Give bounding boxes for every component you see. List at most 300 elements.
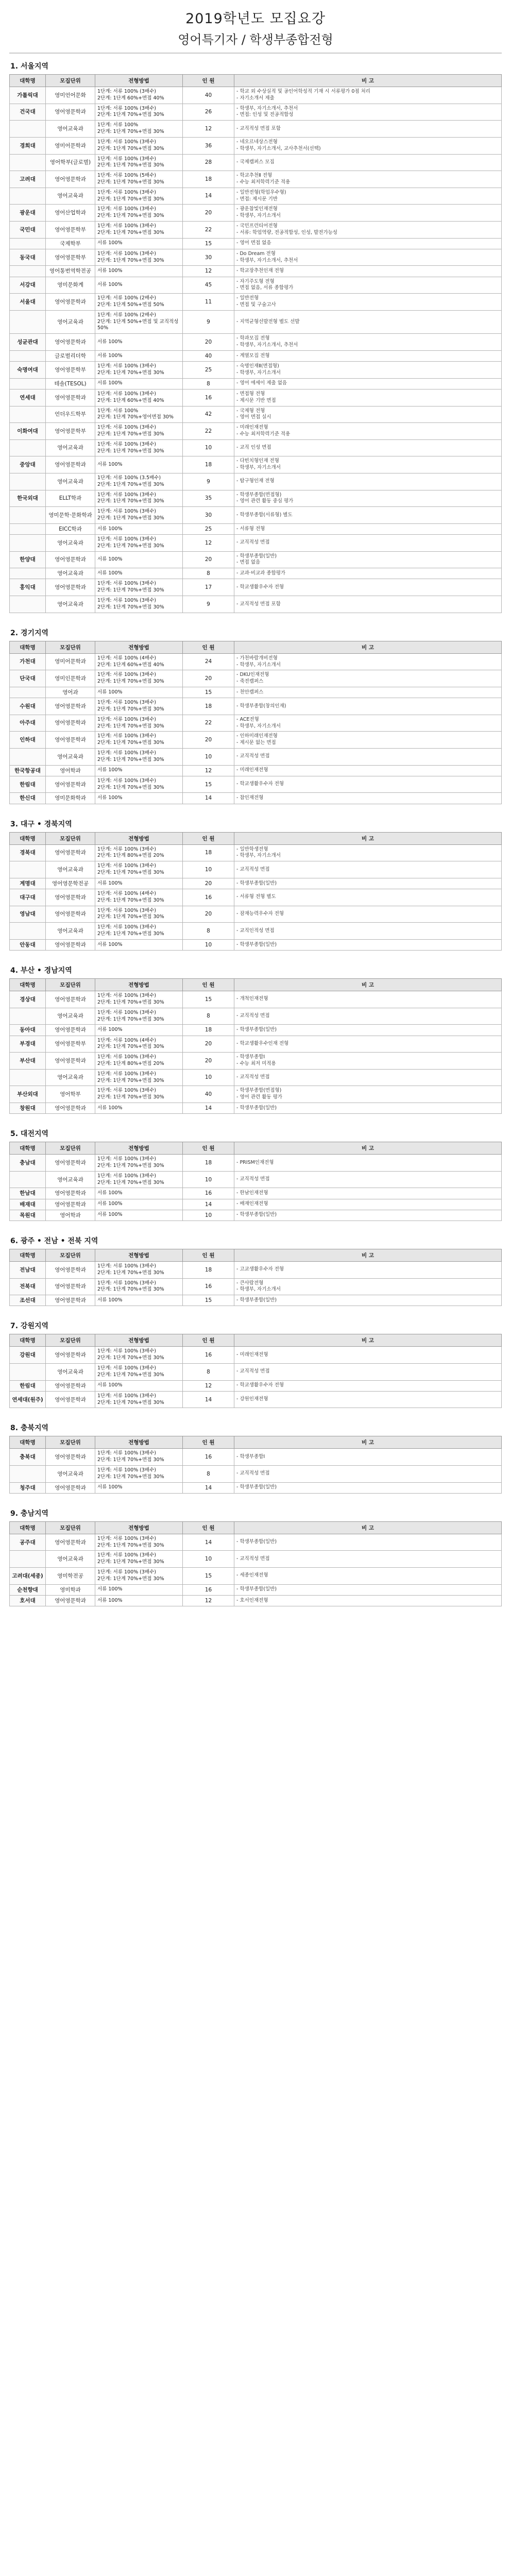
university-cell: 계명대 [10,878,46,889]
table-header-row [10,1142,502,1155]
remarks-cell: - 큰사람전형 - 학생부, 자기소개서 [234,1278,502,1295]
table-row [10,249,502,266]
column-header: 인 원 [183,832,234,844]
university-cell [10,687,46,698]
university-cell [10,266,46,277]
department-cell: 영어산업학과 [46,205,95,222]
remarks-cell: - 가천바람개비전형 - 학생부, 자기소개서 [234,653,502,670]
column-header: 인 원 [183,1436,234,1449]
quota-cell: 40 [183,87,234,104]
university-cell: 부경대 [10,1036,46,1053]
quota-cell: 10 [183,861,234,878]
selection-method-cell: 서류 100% [95,765,183,776]
admissions-table [9,1249,502,1306]
remarks-cell: - 광운참빛인재전형 - 학생부, 자기소개서 [234,205,502,222]
table-header-row [10,75,502,87]
section-title: 2. 경기지역 [10,629,49,637]
table-row [10,439,502,456]
column-header: 전형방법 [95,1521,183,1534]
table-row [10,732,502,749]
table-row [10,1482,502,1493]
column-header: 모집단위 [46,1249,95,1261]
quota-cell: 20 [183,906,234,923]
university-cell [10,596,46,613]
remarks-cell: - 학교장추천인재 전형 [234,266,502,277]
table-row [10,1025,502,1036]
department-cell: 영어영문학과 [46,1380,95,1391]
table-row [10,1466,502,1483]
table-row [10,939,502,950]
remarks-cell: - 학생부종합(일반) [234,1584,502,1595]
table-row [10,1363,502,1380]
university-cell: 한림대 [10,1380,46,1391]
table-row [10,715,502,732]
university-cell: 충북대 [10,1449,46,1466]
university-cell: 순천향대 [10,1584,46,1595]
department-cell: 국제학부 [46,238,95,249]
department-cell: 영어영문학부 [46,1036,95,1053]
university-cell: 강원대 [10,1347,46,1364]
university-cell: 한국외대 [10,490,46,507]
university-cell: 부산대 [10,1053,46,1070]
selection-method-cell: 1단계: 서류 100% (3배수) 2단계: 1단계 70%+면접 30% [95,154,183,171]
university-cell: 수원대 [10,698,46,715]
table-row [10,362,502,379]
university-cell [10,1069,46,1086]
university-cell [10,121,46,138]
section-title: 4. 부산 • 경남지역 [10,967,72,975]
selection-method-cell: 1단계: 서류 100% (3배수) 2단계: 1단계 70%+면접 30% [95,1086,183,1103]
table-row [10,579,502,596]
table-row [10,294,502,311]
remarks-cell: - 교직적성 면접 포함 [234,121,502,138]
table-row [10,523,502,534]
quota-cell: 25 [183,362,234,379]
selection-method-cell: 서류 100% [95,1584,183,1595]
selection-method-cell: 1단계: 서류 100% (3배수) 2단계: 1단계 70%+면접 30% [95,222,183,239]
remarks-cell: - ACE전형 - 학생부, 자기소개서 [234,715,502,732]
column-header: 대학명 [10,1334,46,1347]
table-header-row [10,1521,502,1534]
remarks-cell: - 탐구형인재 전형 [234,473,502,490]
column-header: 인 원 [183,641,234,653]
table-row [10,473,502,490]
column-header: 인 원 [183,1521,234,1534]
department-cell: 영어영문학과 [46,389,95,406]
university-cell: 중앙대 [10,456,46,473]
remarks-cell: - 국제형 전형 - 영어 면접 실시 [234,406,502,423]
selection-method-cell: 1단계: 서류 100% (2배수) 2단계: 1단계 50%+면접 50% [95,294,183,311]
region-section [9,1422,502,1493]
university-cell [10,507,46,524]
table-row [10,861,502,878]
department-cell: 영어영문학과 [46,1155,95,1172]
remarks-cell: - 학생부종합(일반) [234,1482,502,1493]
selection-method-cell: 1단계: 서류 100% (3배수) 2단계: 1단계 80%+면접 20% [95,844,183,861]
table-row [10,1449,502,1466]
table-row [10,188,502,205]
department-cell: 영어영문학과 [46,991,95,1008]
quota-cell: 18 [183,1155,234,1172]
quota-cell: 10 [183,439,234,456]
table-row [10,1380,502,1391]
table-row [10,906,502,923]
column-header: 인 원 [183,75,234,87]
university-cell [10,1551,46,1568]
remarks-cell: - 교직적성 면접 [234,861,502,878]
university-cell [10,310,46,333]
department-cell: 영어교육과 [46,1069,95,1086]
column-header: 인 원 [183,1142,234,1155]
department-cell: 영어영문학과 [46,104,95,121]
remarks-cell: - 일반전형(학업우수형) - 면접: 제시문 기반 [234,188,502,205]
university-cell: 충남대 [10,1155,46,1172]
quota-cell: 14 [183,1391,234,1408]
column-header: 모집단위 [46,1521,95,1534]
column-header: 대학명 [10,75,46,87]
remarks-cell: - 다빈치형인재 전형 - 학생부, 자기소개서 [234,456,502,473]
selection-method-cell: 1단계: 서류 100% (3배수) 2단계: 1단계 70%+면접 30% [95,861,183,878]
remarks-cell: - 서류형 전형 별도 [234,889,502,906]
university-cell: 호서대 [10,1595,46,1606]
selection-method-cell: 서류 100% [95,1482,183,1493]
quota-cell: 12 [183,765,234,776]
section-title: 5. 대전지역 [10,1130,49,1139]
admissions-table [9,74,502,613]
selection-method-cell: 서류 100% [95,1188,183,1199]
remarks-cell: - 지역균형선발전형 별도 선발 [234,310,502,333]
section-title: 3. 대구 • 경북지역 [10,820,72,828]
remarks-cell: - 국제캠퍼스 모집 [234,154,502,171]
university-cell: 연세대 [10,389,46,406]
remarks-cell: - 고교생활우수자 전형 [234,1261,502,1278]
remarks-cell: - PRISM인재전형 [234,1155,502,1172]
quota-cell: 10 [183,1551,234,1568]
admissions-table [9,978,502,1114]
table-row [10,1595,502,1606]
section-title: 6. 광주 • 전남 • 전북 지역 [10,1236,98,1245]
remarks-cell: - 교직인적성 면접 [234,923,502,940]
table-row [10,490,502,507]
university-cell [10,861,46,878]
column-header: 비 고 [234,641,502,653]
department-cell: 영미어문학과 [46,137,95,154]
table-row [10,104,502,121]
selection-method-cell: 1단계: 서류 100% 2단계: 1단계 70%+면접 30% [95,121,183,138]
selection-method-cell: 1단계: 서류 100% (3배수) 2단계: 1단계 70%+면접 30% [95,1278,183,1295]
selection-method-cell: 1단계: 서류 100% (3배수) 2단계: 1단계 70%+면접 30% [95,579,183,596]
table-row [10,389,502,406]
region-section [9,628,502,804]
remarks-cell: - 국민프런티어전형 - 서류: 학업역량, 전공적합성, 인성, 발전가능성 [234,222,502,239]
remarks-cell: - 학생부종합(일반) [234,939,502,950]
table-row [10,1295,502,1306]
remarks-cell: - 교직적성 면접 [234,1008,502,1025]
quota-cell: 14 [183,1103,234,1114]
table-row [10,1210,502,1221]
table-row [10,222,502,239]
table-row [10,765,502,776]
table-row [10,378,502,389]
table-row [10,776,502,793]
column-header: 전형방법 [95,979,183,991]
department-cell: 영미학과 [46,1584,95,1595]
quota-cell: 16 [183,1188,234,1199]
table-header-row [10,1249,502,1261]
quota-cell: 18 [183,171,234,188]
university-cell: 전남대 [10,1261,46,1278]
university-cell: 한신대 [10,793,46,804]
selection-method-cell: 1단계: 서류 100% (3배수) 2단계: 1단계 70%+면접 30% [95,1551,183,1568]
selection-method-cell: 서류 100% [95,1103,183,1114]
remarks-cell: - 교직적성 면접 [234,1466,502,1483]
table-row [10,991,502,1008]
quota-cell: 25 [183,523,234,534]
university-cell: 인하대 [10,732,46,749]
university-cell: 대구대 [10,889,46,906]
university-cell [10,1171,46,1188]
selection-method-cell: 1단계: 서류 100% (3배수) 2단계: 1단계 70%+면접 30% [95,698,183,715]
selection-method-cell: 서류 100% [95,878,183,889]
remarks-cell: - 배재인재전형 [234,1199,502,1210]
table-row [10,596,502,613]
selection-method-cell: 1단계: 서류 100% (4배수) 2단계: 1단계 70%+면접 30% [95,1036,183,1053]
department-cell: 영어영문학과 [46,171,95,188]
admissions-table [9,1436,502,1493]
department-cell: 영어영문학과 [46,579,95,596]
department-cell: 영미언어문화 [46,87,95,104]
selection-method-cell: 서류 100% [95,378,183,389]
department-cell: 영어영문학과 [46,334,95,351]
remarks-cell: - 학생부종합(일반) [234,878,502,889]
table-row [10,1551,502,1568]
department-cell: 영어영문학과 [46,715,95,732]
selection-method-cell: 서류 100% [95,939,183,950]
university-cell: 연세대(원주) [10,1391,46,1408]
selection-method-cell: 1단계: 서류 100% (3배수) 2단계: 1단계 70%+면접 30% [95,439,183,456]
table-row [10,670,502,687]
remarks-cell: - 숙명인재Ⅱ(면접형) - 학생부, 자기소개서 [234,362,502,379]
quota-cell: 35 [183,490,234,507]
remarks-cell: - 교직적성 면접 [234,749,502,766]
selection-method-cell: 1단계: 서류 100% (3배수) 2단계: 1단계 70%+면접 30% [95,715,183,732]
remarks-cell: - 학생부종합(서류형) 별도 [234,507,502,524]
selection-method-cell: 1단계: 서류 100% (3배수) 2단계: 1단계 70%+면접 30% [95,535,183,552]
remarks-cell: - 미래인재전형 - 수능 최저학력기준 적용 [234,423,502,440]
selection-method-cell: 서류 100% [95,523,183,534]
document-subtitle: 영어특기자 / 학생부종합전형 [178,32,333,47]
department-cell: 영어영문학부 [46,249,95,266]
column-header: 비 고 [234,75,502,87]
quota-cell: 22 [183,423,234,440]
university-cell: 영남대 [10,906,46,923]
selection-method-cell: 1단계: 서류 100% (3배수) 2단계: 1단계 70%+면접 30% [95,732,183,749]
department-cell: 영어교육과 [46,1363,95,1380]
department-cell: 영어교육과 [46,861,95,878]
remarks-cell: - 교직적성 면접 [234,1069,502,1086]
quota-cell: 20 [183,732,234,749]
quota-cell: 15 [183,1568,234,1585]
quota-cell: 18 [183,1025,234,1036]
table-row [10,1103,502,1114]
quota-cell: 10 [183,1171,234,1188]
remarks-cell: - 참인재전형 [234,793,502,804]
column-header: 대학명 [10,832,46,844]
region-section [9,1508,502,1606]
column-header: 전형방법 [95,832,183,844]
column-header: 비 고 [234,1436,502,1449]
selection-method-cell: 1단계: 서류 100% (3배수) 2단계: 1단계 70%+면접 30% [95,670,183,687]
department-cell: 영어교육과 [46,1171,95,1188]
selection-method-cell: 서류 100% [95,456,183,473]
table-row [10,1053,502,1070]
remarks-cell: - 잠재능력우수자 전형 [234,906,502,923]
remarks-cell: - 인하미래인재전형 - 제시문 없는 면접 [234,732,502,749]
university-cell [10,154,46,171]
university-cell [10,568,46,579]
remarks-cell: - Do Dream 전형 - 학생부, 자기소개서, 추천서 [234,249,502,266]
selection-method-cell: 1단계: 서류 100% (3배수) 2단계: 1단계 70%+면접 30% [95,1568,183,1585]
department-cell: 영미문화학과 [46,793,95,804]
selection-method-cell: 1단계: 서류 100% (3배수) 2단계: 1단계 70%+면접 30% [95,1347,183,1364]
table-row [10,277,502,294]
region-section [9,1235,502,1306]
column-header: 대학명 [10,641,46,653]
department-cell: 영어학부 [46,1086,95,1103]
table-row [10,1568,502,1585]
table-row [10,1261,502,1278]
department-cell: 영어교육과 [46,923,95,940]
quota-cell: 9 [183,310,234,333]
university-cell: 창원대 [10,1103,46,1114]
remarks-cell: - 학생부종합(면접형) - 영어 관련 활동 평가 [234,1086,502,1103]
table-row [10,334,502,351]
column-header: 모집단위 [46,1142,95,1155]
table-row [10,205,502,222]
table-row [10,171,502,188]
quota-cell: 36 [183,137,234,154]
department-cell: 영어영문학과 [46,1449,95,1466]
university-cell [10,188,46,205]
quota-cell: 12 [183,535,234,552]
remarks-cell: - 학생부종합(창의인재) [234,698,502,715]
selection-method-cell: 서류 100% [95,334,183,351]
quota-cell: 12 [183,1380,234,1391]
department-cell: 영어교육과 [46,568,95,579]
selection-method-cell: 1단계: 서류 100% (3배수) 2단계: 1단계 70%+면접 30% [95,1261,183,1278]
column-header: 모집단위 [46,75,95,87]
department-cell: 영어영문학과 [46,1188,95,1199]
university-cell [10,406,46,423]
quota-cell: 15 [183,1295,234,1306]
department-cell: 영어학과 [46,1210,95,1221]
remarks-cell: - 교직적성 면접 포함 [234,596,502,613]
department-cell: ELLT학과 [46,490,95,507]
remarks-cell: - 한남인재전형 [234,1188,502,1199]
section-title: 9. 충남지역 [10,1509,49,1518]
column-header: 대학명 [10,979,46,991]
university-cell: 홍익대 [10,579,46,596]
remarks-cell: - 일반학생전형 - 학생부, 자기소개서 [234,844,502,861]
table-row [10,535,502,552]
quota-cell: 30 [183,507,234,524]
university-cell: 부산외대 [10,1086,46,1103]
university-cell: 동국대 [10,249,46,266]
department-cell: 영어영문학과 [46,1295,95,1306]
selection-method-cell: 1단계: 서류 100% (3배수) 2단계: 1단계 70%+면접 30% [95,507,183,524]
department-cell: 영어학과 [46,765,95,776]
university-cell: 서울대 [10,294,46,311]
column-header: 비 고 [234,1142,502,1155]
quota-cell: 12 [183,121,234,138]
quota-cell: 10 [183,749,234,766]
quota-cell: 16 [183,1584,234,1595]
remarks-cell: - 학교추천Ⅱ 전형 - 수능 최저학력기준 적용 [234,171,502,188]
department-cell: 영어영문학과 [46,1278,95,1295]
university-cell: 고려대(세종) [10,1568,46,1585]
university-cell: 한림대 [10,776,46,793]
remarks-cell: - 학교생활우수자 전형 [234,1380,502,1391]
university-cell: 서강대 [10,277,46,294]
selection-method-cell: 서류 100% [95,277,183,294]
selection-method-cell: 서류 100% [95,793,183,804]
selection-method-cell: 1단계: 서류 100% (3배수) 2단계: 1단계 70%+면접 30% [95,1534,183,1551]
remarks-cell: - 교직적성 면접 [234,1171,502,1188]
selection-method-cell: 1단계: 서류 100% (3배수) 2단계: 1단계 70%+면접 30% [95,1466,183,1483]
remarks-cell: - 학생부종합(일반) [234,1210,502,1221]
department-cell: 영어영문학과 [46,456,95,473]
selection-method-cell: 1단계: 서류 100% (3배수) 2단계: 1단계 70%+면접 30% [95,423,183,440]
selection-method-cell: 1단계: 서류 100% (3배수) 2단계: 1단계 70%+면접 30% [95,1069,183,1086]
quota-cell: 12 [183,266,234,277]
department-cell: 영미인문학과 [46,670,95,687]
selection-method-cell: 1단계: 서류 100% (3배수) 2단계: 1단계 70%+면접 30% [95,776,183,793]
university-cell: 아주대 [10,715,46,732]
selection-method-cell: 1단계: 서류 100% (3배수) 2단계: 1단계 70%+면접 30% [95,923,183,940]
admissions-table [9,1142,502,1221]
department-cell: 영어영문학과 [46,776,95,793]
selection-method-cell: 1단계: 서류 100% (3배수) 2단계: 1단계 70%+면접 30% [95,104,183,121]
selection-method-cell: 1단계: 서류 100% (3배수) 2단계: 1단계 70%+면접 30% [95,362,183,379]
selection-method-cell: 1단계: 서류 100% (3배수) 2단계: 1단계 70%+면접 30% [95,188,183,205]
selection-method-cell: 서류 100% [95,568,183,579]
quota-cell: 40 [183,350,234,361]
quota-cell: 8 [183,1466,234,1483]
column-header: 대학명 [10,1521,46,1534]
table-row [10,844,502,861]
table-row [10,698,502,715]
selection-method-cell: 1단계: 서류 100% (3배수) 2단계: 1단계 70%+면접 30% [95,205,183,222]
selection-method-cell: 서류 100% [95,266,183,277]
university-cell: 공주대 [10,1534,46,1551]
quota-cell: 8 [183,1363,234,1380]
table-row [10,154,502,171]
table-row [10,1069,502,1086]
quota-cell: 16 [183,1278,234,1295]
column-header: 전형방법 [95,1436,183,1449]
remarks-cell: - 학생부종합(일반) [234,1295,502,1306]
university-cell [10,749,46,766]
department-cell: 영어통번역학전공 [46,266,95,277]
remarks-cell: - 천안캠퍼스 [234,687,502,698]
column-header: 비 고 [234,832,502,844]
selection-method-cell: 서류 100% [95,1210,183,1221]
selection-method-cell: 1단계: 서류 100% (5배수) 2단계: 1단계 70%+면접 30% [95,171,183,188]
table-row [10,1171,502,1188]
department-cell: 영어영문학과 [46,1347,95,1364]
column-header: 비 고 [234,979,502,991]
column-header: 대학명 [10,1249,46,1261]
